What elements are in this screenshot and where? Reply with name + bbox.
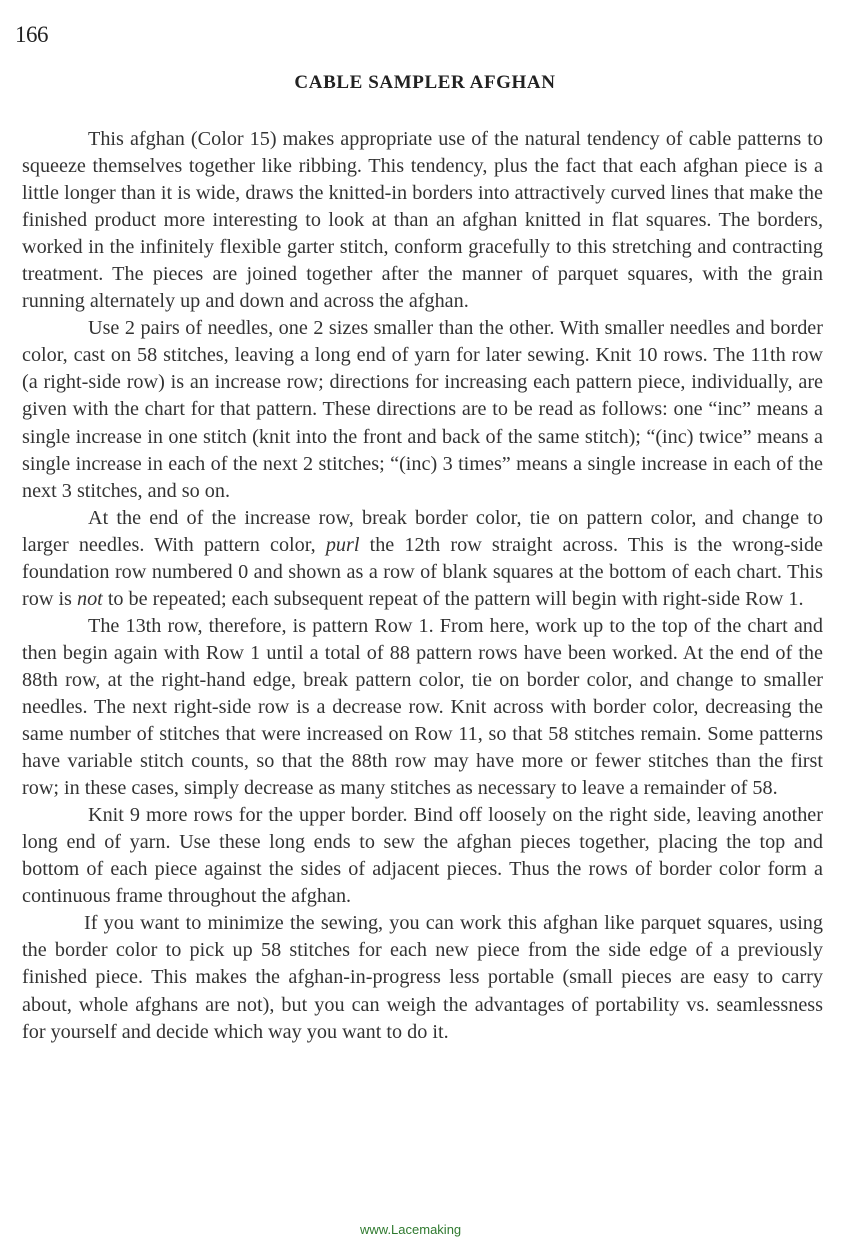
watermark-text: www.Lacemaking bbox=[360, 1222, 462, 1237]
text-segment: vs. seamlessness bbox=[679, 993, 823, 1016]
emphasis-purl: purl bbox=[325, 533, 360, 556]
text-segment: At the end of the increase row, break border color, tie on pattern color, and change to larger needles. With pattern color, bbox=[22, 506, 823, 556]
emphasis-not: not bbox=[76, 587, 103, 610]
paragraph-foundation-row bbox=[22, 505, 823, 613]
text-segment: If you want to minimize the sewing, you can work this afghan like parquet squares, using the border color to pick up 58 stitches for each new piece from the side edge of a previously finished piece. This makes the afghan-in-progress less portable (small pieces are easy to carry about, whole afghans are not), but you can weigh the advantages of portability bbox=[22, 912, 823, 1016]
body-text bbox=[22, 126, 823, 1046]
paragraph-pattern-rows: The 13th row, therefore, is pattern Row 1. From here, work up to the top of the chart and then begin again with Row 1 until a total of 88 pattern rows have been worked. At the end of the 88th row, at the right-hand edge, break pattern color, tie on border color, and change to smaller needles. The next right-side row is a decrease row. Knit across with border color, decreasing the same number of stitches that were increased on Row 11, so that 58 stitches remain. Some patterns have variable stitch counts, so that the 88th row may have more or fewer stitches than the first row; in these cases, simply decrease as many stitches as necessary to leave a remainder of 58. bbox=[22, 614, 823, 800]
paragraph-cast-on: Use 2 pairs of needles, one 2 sizes smaller than the other. With smaller needles and border color, cast on 58 stitches, leaving a long end of yarn for later sewing. Knit 10 rows. The 11th row (a right-side row) is an increase row; directions for increasing each pattern piece, individually, are given with the chart for that pattern. These directions are to be read as follows: one “inc” means a single increase in one stitch (knit into the front and back of the same stitch); “(inc) twice” means a single increase in each of the next 2 stitches; “(inc) 3 times” means a single increase in each of the next 3 stitches, and so on. bbox=[22, 317, 823, 502]
paragraph-intro: This afghan (Color 15) makes appropriate use of the natural tendency of cable patterns to squeeze themselves together like ribbing. This tendency, plus the fact that each afghan piece is a little longer than it is wide, draws the knitted-in borders into attractively curved lines that make the finished product more interesting to look at than an afghan knitted in flat squares. The borders, worked in the infinitely flexible garter stitch, conform gracefully to this stretching and contracting treatment. The pieces are joined together after the manner of parquet squares, with the grain running alternately up and down and across the afghan. bbox=[22, 128, 823, 313]
text-segment: for yourself and decide which way you want to do it. bbox=[22, 1020, 449, 1043]
paragraph-upper-border: Knit 9 more rows for the upper border. Bind off loosely on the right side, leaving another long end of yarn. Use these long ends to sew the afghan pieces together, placing the top and bottom of each piece against the sides of adjacent pieces. Thus the rows of border color form a continuous frame throughout the afghan. bbox=[22, 804, 823, 908]
paragraph-minimize-sewing bbox=[22, 910, 823, 1045]
page-number: 166 bbox=[15, 22, 48, 47]
page-title: CABLE SAMPLER AFGHAN bbox=[294, 72, 556, 93]
text-segment: the 12th row straight across. This is the wrong-side foundation row numbered 0 and shown as a row of blank squares at the bottom of each chart. This row is bbox=[22, 533, 823, 610]
text-segment: to be repeated; each subsequent repeat of the pattern will begin with right-side Row 1. bbox=[102, 587, 804, 610]
